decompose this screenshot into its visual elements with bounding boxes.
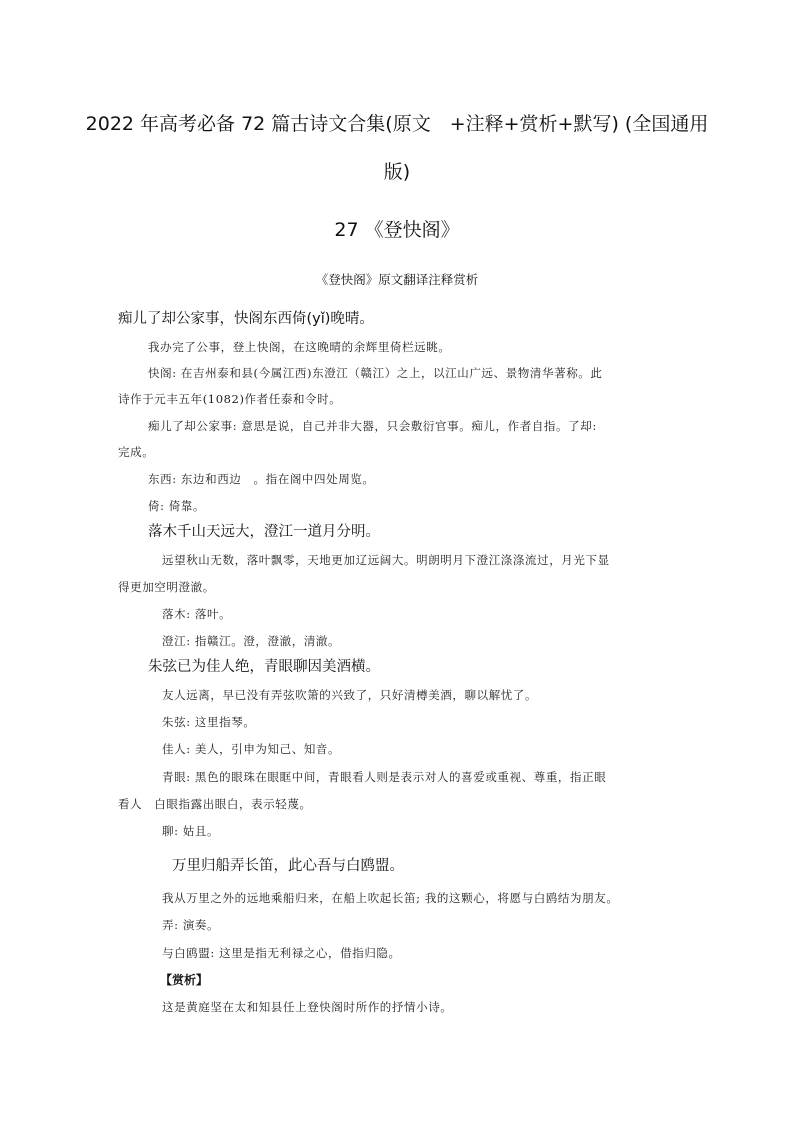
annotation-line: 看人 白眼指露出眼白，表示轻蔑。 bbox=[118, 797, 312, 811]
appreciation-heading: 【赏析】 bbox=[160, 973, 209, 987]
translation-line: 我办完了公事，登上快阁，在这晚晴的余辉里倚栏远眺。 bbox=[148, 340, 451, 354]
annotation-line: 倚: 倚靠。 bbox=[148, 499, 206, 513]
section-subtitle: 《登快阁》原文翻译注释赏析 bbox=[315, 272, 479, 287]
annotation-line: 佳人: 美人，引申为知己、知音。 bbox=[162, 742, 341, 756]
poem-line: 痴儿了却公家事，快阁东西倚(yǐ)晚晴。 bbox=[118, 311, 374, 327]
annotation-line: 诗作于元丰五年(1082)作者任泰和令时。 bbox=[118, 392, 342, 406]
annotation-line: 痴儿了却公家事: 意思是说，自己并非大器，只会敷衍官事。痴儿，作者自指。了却: bbox=[148, 419, 597, 433]
translation-line: 远望秋山无数，落叶飘零，天地更加辽远阔大。明朗明月下澄江涤涤流过，月光下显 bbox=[162, 553, 610, 567]
annotation-line: 朱弦: 这里指琴。 bbox=[162, 715, 256, 729]
poem-number-title: 27 《登快阁》 bbox=[334, 219, 460, 241]
annotation-line: 东西: 东边和西边 。指在阁中四处周览。 bbox=[148, 472, 375, 486]
appreciation-text: 这是黄庭坚在太和知县任上登快阁时所作的抒情小诗。 bbox=[162, 1000, 453, 1014]
annotation-line: 聊: 姑且。 bbox=[162, 824, 220, 838]
translation-line: 友人远离，早已没有弄弦吹箫的兴致了，只好清樽美酒，聊以解忧了。 bbox=[162, 688, 538, 702]
translation-line: 我从万里之外的远地乘船归来，在船上吹起长笛; 我的这颗心，将愿与白鸥结为朋友。 bbox=[162, 891, 619, 905]
annotation-line: 完成。 bbox=[118, 445, 155, 459]
annotation-line: 与白鸥盟: 这里是指无利禄之心，借指归隐。 bbox=[162, 946, 401, 960]
annotation-line: 澄江: 指赣江。澄，澄澈，清澈。 bbox=[162, 634, 341, 648]
translation-line: 得更加空明澄澈。 bbox=[118, 580, 215, 594]
annotation-line: 快阁: 在吉州泰和县(今属江西)东澄江（赣江）之上，以江山广远、景物清华著称。此 bbox=[148, 366, 603, 380]
document-title-line-2: 版) bbox=[383, 161, 411, 183]
poem-line: 落木千山天远大，澄江一道月分明。 bbox=[148, 524, 380, 540]
annotation-line: 落木: 落叶。 bbox=[162, 607, 232, 621]
annotation-line: 青眼: 黑色的眼珠在眼眶中间，青眼看人则是表示对人的喜爱或重视、尊重，指正眼 bbox=[162, 770, 607, 784]
document-title-line-1: 2022 年高考必备 72 篇古诗文合集(原文 +注释+赏析+默写) (全国通用 bbox=[85, 113, 709, 135]
annotation-line: 弄: 演奏。 bbox=[162, 918, 220, 932]
poem-line: 万里归船弄长笛，此心吾与白鸥盟。 bbox=[172, 858, 404, 874]
poem-line: 朱弦已为佳人绝，青眼聊因美酒横。 bbox=[148, 659, 380, 675]
